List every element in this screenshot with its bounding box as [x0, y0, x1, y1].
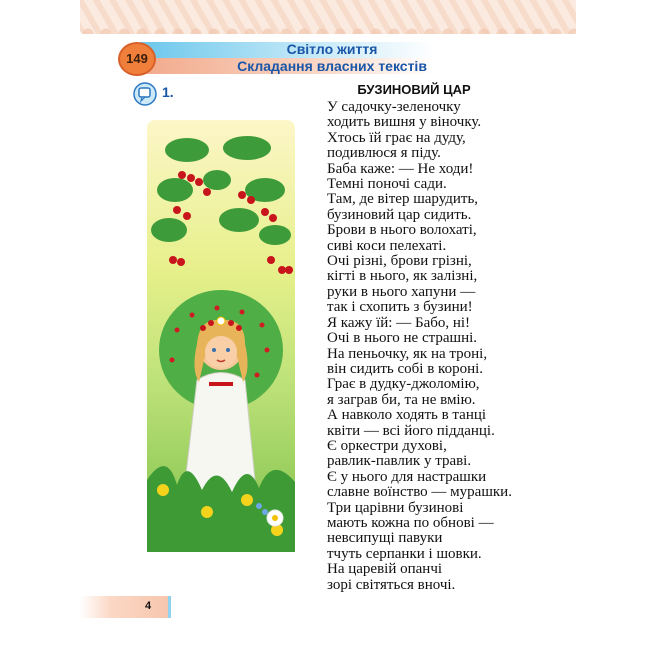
- task-number: 1.: [162, 84, 174, 100]
- speech-bubble-icon: [133, 82, 157, 106]
- poem-line: Брови в нього волохаті,: [327, 222, 477, 239]
- poem-line: Три царівни бузинові: [327, 499, 464, 516]
- poem-line: мають кожна по обнові —: [327, 514, 494, 531]
- poem-line: бузиновий цар сидить.: [327, 206, 472, 223]
- poem-line: равлик-павлик у траві.: [327, 453, 472, 470]
- poem-line: Темні поночі сади.: [327, 176, 447, 193]
- poem-line: сиві коси пелехаті.: [327, 237, 447, 254]
- section-title: Світло життя: [286, 41, 378, 57]
- poem-text: [327, 100, 527, 593]
- poem-line: так і схопить з бузини!: [327, 299, 473, 316]
- poem-line: Очі різні, брови грізні,: [327, 253, 472, 270]
- poem-line: він сидить собі в короні.: [327, 360, 484, 377]
- footer-page-number: 4: [144, 600, 152, 612]
- poem-line: Є оркестри духові,: [327, 437, 447, 454]
- poem-line: Я кажу їй: — Бабо, ні!: [327, 314, 471, 331]
- poem-title: БУЗИНОВИЙ ЦАР: [357, 82, 471, 97]
- poem-line: ходить вишня у віночку.: [327, 114, 482, 131]
- girl-cherry-illustration: [147, 120, 295, 552]
- poem-line: руки в нього хапуни —: [327, 283, 476, 300]
- poem-line: невсипущі павуки: [327, 530, 443, 547]
- poem-line: Очі в нього не страшні.: [327, 330, 478, 347]
- top-ornament-band: [80, 0, 576, 34]
- poem-line: Грає в дудку-джоломію,: [327, 376, 480, 393]
- page-number-badge: 149: [118, 42, 156, 76]
- poem-line: А навколо ходять в танці: [327, 407, 487, 424]
- poem-line: славне воїнство — мурашки.: [327, 484, 512, 501]
- poem-line: Там, де вітер шарудить,: [327, 191, 479, 208]
- poem-line: На пеньочку, як на троні,: [327, 345, 488, 362]
- poem-line: подивлюся я піду.: [327, 145, 441, 162]
- poem-line: зорі світяться вночі.: [327, 576, 456, 593]
- poem-line: У садочку-зеленочку: [327, 99, 461, 115]
- poem-line: квіти — всі його підданці.: [327, 422, 495, 439]
- poem-line: тчуть серпанки і шовки.: [327, 545, 482, 562]
- poem-line: На царевій опанчі: [327, 561, 443, 578]
- poem-line: Хтось їй грає на дуду,: [327, 129, 466, 146]
- poem-line: Баба каже: — Не ходи!: [327, 160, 474, 177]
- section-subtitle: Складання власних текстів: [237, 58, 427, 74]
- poem-line: кігті в нього, як залізні,: [327, 268, 478, 285]
- poem-line: Є у нього для настрашки: [327, 468, 487, 485]
- poem-line: я заграв би, та не вмію.: [327, 391, 476, 408]
